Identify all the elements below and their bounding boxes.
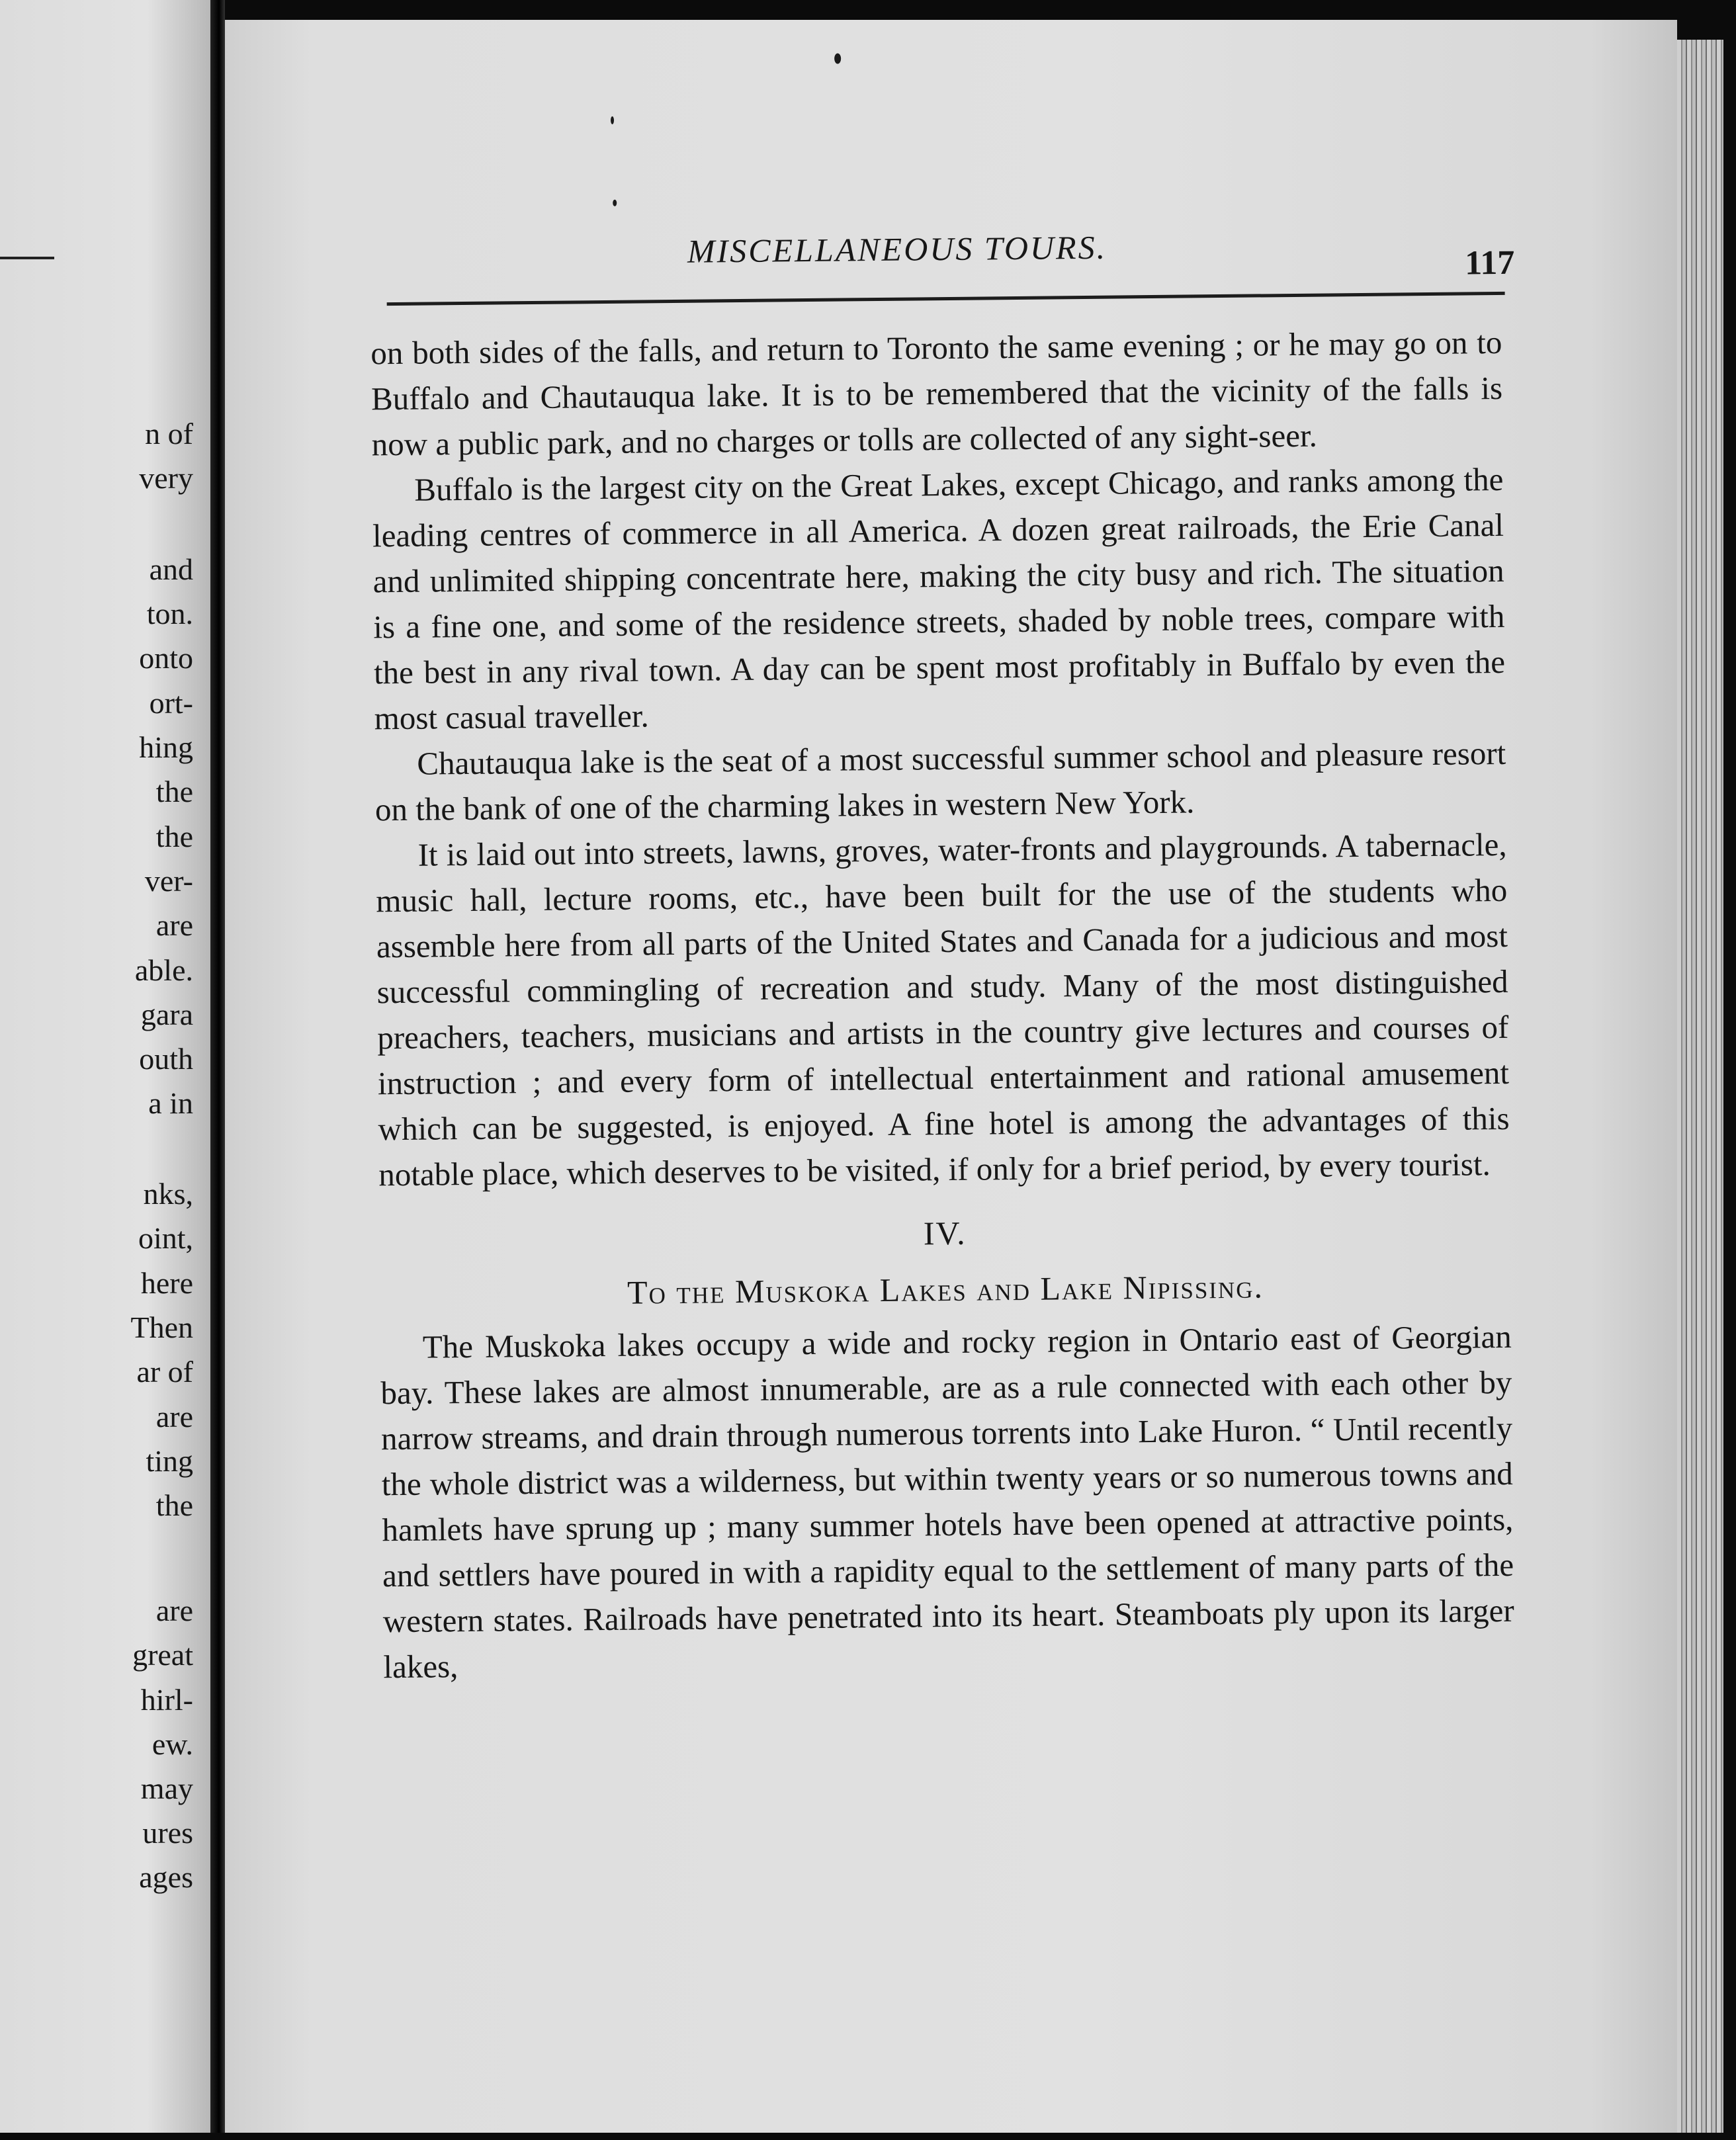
section-heading: To the Muskoka Lakes and Lake Nipissing. bbox=[627, 1267, 1264, 1311]
facing-page-fragment: ting bbox=[146, 1444, 193, 1478]
facing-page-fragment: may bbox=[140, 1772, 193, 1805]
section-numeral: IV. bbox=[923, 1214, 967, 1252]
facing-page-fragment: ew. bbox=[152, 1727, 193, 1761]
facing-page-fragment: hing bbox=[139, 730, 193, 764]
facing-page-fragment: the bbox=[155, 1488, 193, 1522]
facing-page-fragment: are bbox=[155, 1594, 193, 1627]
facing-page-fragment: nks, bbox=[143, 1177, 193, 1211]
facing-page-fragment: gara bbox=[140, 998, 193, 1031]
facing-page-left bbox=[0, 0, 210, 2133]
facing-page-fragment: ages bbox=[139, 1860, 193, 1894]
facing-page-fragment: great bbox=[132, 1638, 193, 1672]
ink-speck bbox=[611, 116, 614, 124]
facing-page-fragment: ures bbox=[142, 1816, 193, 1850]
facing-page-fragment: a in bbox=[148, 1086, 193, 1120]
facing-page-fragment: ort- bbox=[149, 686, 193, 720]
paragraph: Buffalo is the largest city on the Great Lakes, except Chicago, and ranks among the leading centres of commerce in all America. A dozen great railroads, the Erie Canal and unlimited shipping concentrate here, making the city busy and rich. The situation is a fine one, and some of the residence streets, shaded by noble trees, compare with the best in any rival town. A day can be spent most profitably in Buffalo by even the most casual traveller. bbox=[372, 460, 1506, 737]
facing-page-fragment: are bbox=[155, 1400, 193, 1434]
facing-page-fragment: the bbox=[155, 820, 193, 853]
header-rule bbox=[387, 292, 1505, 306]
facing-page-fragment: oint, bbox=[138, 1221, 193, 1255]
body-text bbox=[370, 320, 1515, 1690]
facing-page-fragment: ar of bbox=[136, 1355, 193, 1389]
facing-page-fragment: Then bbox=[130, 1310, 193, 1344]
facing-page-fragment: hirl- bbox=[140, 1683, 193, 1717]
paragraph: Chautauqua lake is the seat of a most successful summer school and pleasure resort on the bank of one of the charming lakes in western New York. bbox=[374, 734, 1506, 828]
ink-speck bbox=[834, 54, 841, 64]
ink-speck bbox=[613, 200, 617, 206]
facing-page-fragment: n of bbox=[145, 417, 193, 450]
facing-page-fragment: very bbox=[139, 461, 193, 495]
facing-page-fragment: here bbox=[140, 1266, 193, 1300]
paragraph: It is laid out into streets, lawns, groves, water-fronts and playgrounds. A tabernacle, music hall, lecture rooms, etc., have been built for the use of the students who assemble here from all parts of the United States and Canada for a judicious and most successful commingling of recreation and study. Many of the most distinguished preachers, teachers, musicians and artists in the country give lectures and courses of instruction ; and every form of intellectual entertainment and rational amusement which can be suggested, is enjoyed. A fine hotel is among the advantages of this notable place, which deserves to be visited, if only for a brief period, by every tourist. bbox=[376, 826, 1510, 1193]
facing-page-fragment: and bbox=[149, 552, 193, 586]
facing-page-fragment: the bbox=[155, 775, 193, 808]
page-content bbox=[216, 14, 1688, 2140]
facing-page-fragment: ton. bbox=[146, 597, 193, 630]
facing-page-fragment: outh bbox=[139, 1042, 193, 1076]
facing-page-fragment: ver- bbox=[144, 864, 193, 898]
paragraph: on both sides of the falls, and return to Toronto the same evening ; or he may go on to Buffalo and Chautauqua lake. It is to be remembered that the vicinity of the falls is now a public park, and no charges or tolls are collected of any sight-seer. bbox=[370, 323, 1503, 463]
facing-page-rule bbox=[0, 257, 54, 259]
page-stack-edges bbox=[1677, 40, 1723, 2133]
facing-page-fragment: able. bbox=[134, 953, 193, 987]
facing-page-fragment: onto bbox=[139, 641, 193, 675]
page-number: 117 bbox=[1464, 243, 1515, 282]
book-page bbox=[225, 20, 1677, 2133]
running-header-title: MISCELLANEOUS TOURS. bbox=[687, 228, 1107, 270]
facing-page-fragment: are bbox=[155, 908, 193, 942]
paragraph: The Muskoka lakes occupy a wide and rocky region in Ontario east of Georgian bay. These lakes are almost innumerable, are as a rule connected with each other by narrow streams, and drain through numerous torrents into Lake Huron. “ Until recently the whole district was a wilderness, but within twenty years or so numerous towns and hamlets have sprung up ; many summer hotels have been opened at attractive points, and settlers have poured in with a rapidity equal to the settlement of many parts of the western states. Railroads have penetrated into its heart. Steamboats ply upon its larger lakes, bbox=[380, 1318, 1514, 1686]
